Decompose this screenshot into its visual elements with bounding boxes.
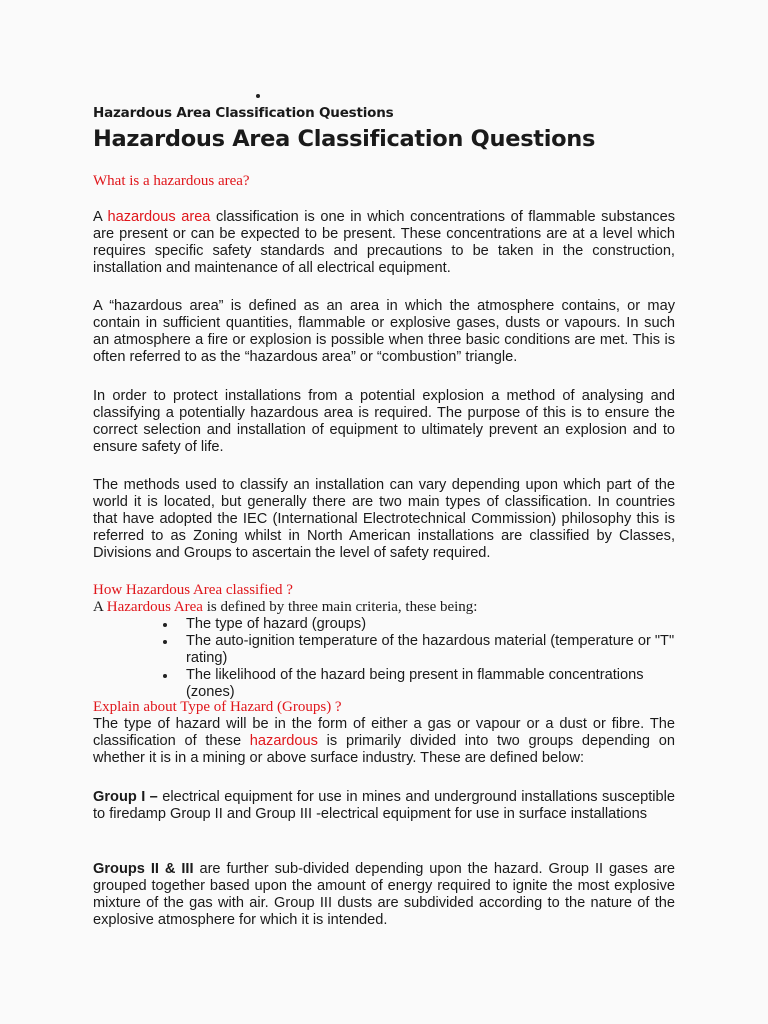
list-item: The type of hazard (groups) [93,616,675,633]
question-heading: Explain about Type of Hazard (Groups) ? [93,699,342,715]
text: is primarily divided into two groups depending on whether it is in a mining or above surface industry. These are defined below: [93,733,675,766]
bold-label: Groups II & III [93,861,194,877]
bold-label: Group I – [93,789,158,805]
paragraph: In order to protect installations from a potential explosion a method of analysing and classifying a potentially hazardous area is required. The purpose of this is to ensure the correct selection and installation of equipment to ultimately prevent an explosion and to ensure safety of life. [93,388,675,455]
paragraph: The methods used to classify an installation can vary depending upon which part of the world it is located, but generally there are two main types of classification. In countries that have adopted the IEC (International Electrotechnical Commission) philosophy this is referred to as Zoning whilst in North American installations are classified by Classes, Divisions and Groups to ascertain the level of safety required. [93,477,675,561]
text: are further sub-divided depending upon the hazard. Group II gases are grouped together based upon the amount of energy required to ignite the most explosive mixture of the gas with air. Group III dusts are subdivided according to the nature of the explosive atmosphere for which it is intended. [93,861,675,928]
text: A [93,209,108,225]
paragraph [93,209,675,277]
text: electrical equipment for use in mines and underground installations susceptible to firedamp Group II and Group III -electrical equipment for use in surface installations [93,789,675,822]
paragraph [93,599,675,616]
paragraph [93,861,675,929]
text: A [93,599,107,615]
document-header: Hazardous Area Classification Questions [93,105,394,121]
list-item: The likelihood of the hazard being present in flammable concentrations (zones) [93,667,675,701]
highlight: hazardous [249,733,318,749]
highlight: hazardous area [107,209,211,225]
paragraph: A “hazardous area” is defined as an area in which the atmosphere contains, or may contain in sufficient quantities, flammable or explosive gases, dusts or vapours. In such an atmosphere a fire or explosion is possible when three basic conditions are met. This is often referred to as the “hazardous area” or “combustion” triangle. [93,298,675,365]
paragraph [93,789,675,823]
question-heading: What is a hazardous area? [93,173,250,189]
text: is defined by three main criteria, these being: [202,599,478,615]
bullet-mark [256,94,260,98]
text: The type of hazard will be in the form of either a gas or vapour or a dust or fibre. The classification of these [93,716,675,749]
criteria-list [93,616,675,701]
question-heading: How Hazardous Area classified ? [93,582,293,598]
text: classification is one in which concentrations of flammable substances are present or can be expected to be present. These concentrations are at a level which requires specific safety standards and precautions to be taken in the construction, installation and maintenance of all electrical equipment. [93,209,676,276]
list-item: The auto-ignition temperature of the hazardous material (temperature or "T" rating) [93,633,675,667]
paragraph [93,716,675,767]
highlight: Hazardous Area [106,599,203,615]
page-title: Hazardous Area Classification Questions [93,126,596,152]
